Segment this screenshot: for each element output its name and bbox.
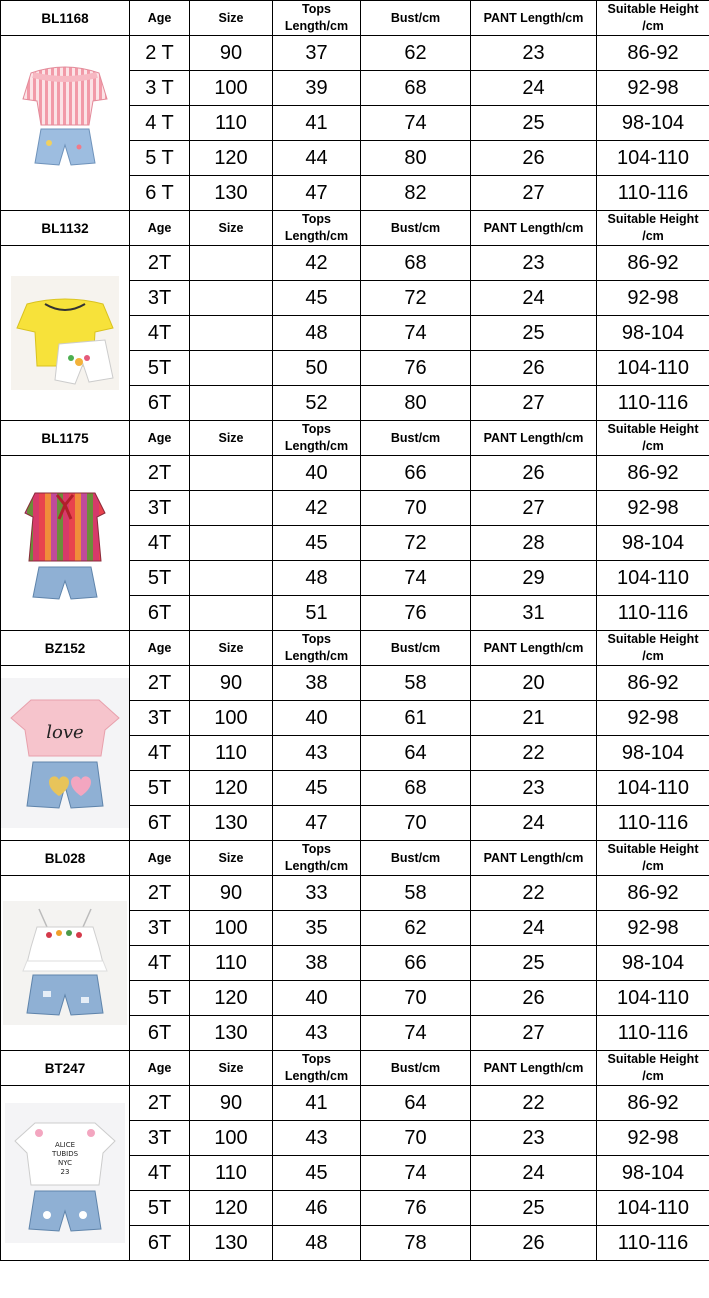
header-height-line2: /cm: [642, 229, 664, 243]
cell-tops-length: 48: [273, 316, 361, 351]
header-size: Size: [190, 211, 273, 246]
cell-age: 2T: [130, 876, 190, 911]
cell-bust: 72: [361, 526, 471, 561]
product-photo: [1, 456, 129, 630]
cell-age: 4T: [130, 526, 190, 561]
header-height-line1: Suitable Height: [607, 2, 699, 16]
cell-suitable-height: 98-104: [597, 1156, 709, 1191]
cell-bust: 72: [361, 281, 471, 316]
cell-suitable-height: 98-104: [597, 316, 709, 351]
cell-pant-length: 25: [471, 106, 597, 141]
cell-size: [190, 351, 273, 386]
cell-age: 4T: [130, 736, 190, 771]
cell-suitable-height: 86-92: [597, 1086, 709, 1121]
cell-size: 110: [190, 946, 273, 981]
cell-tops-length: 43: [273, 1121, 361, 1156]
header-tops-line1: Tops: [302, 842, 331, 856]
cell-pant-length: 23: [471, 36, 597, 71]
product-header-row: [1, 211, 709, 246]
cell-pant-length: 26: [471, 141, 597, 176]
cell-size: [190, 386, 273, 421]
cell-tops-length: 40: [273, 701, 361, 736]
cell-suitable-height: 86-92: [597, 876, 709, 911]
cell-tops-length: 45: [273, 771, 361, 806]
cell-suitable-height: 92-98: [597, 281, 709, 316]
cell-suitable-height: 110-116: [597, 1016, 709, 1051]
cell-tops-length: 38: [273, 946, 361, 981]
header-bust: Bust/cm: [361, 1, 471, 36]
cell-bust: 66: [361, 456, 471, 491]
pink-love-tee-with-heart-shorts-photo: [1, 678, 129, 828]
cell-size: 130: [190, 176, 273, 211]
cell-age: 6T: [130, 386, 190, 421]
header-age: Age: [130, 1, 190, 36]
cell-tops-length: 42: [273, 246, 361, 281]
header-size: Size: [190, 1, 273, 36]
header-height-line1: Suitable Height: [607, 1052, 699, 1066]
header-pant-length: PANT Length/cm: [471, 631, 597, 666]
cell-pant-length: 25: [471, 946, 597, 981]
cell-suitable-height: 86-92: [597, 456, 709, 491]
cell-suitable-height: 110-116: [597, 176, 709, 211]
header-pant-length: PANT Length/cm: [471, 1, 597, 36]
cell-pant-length: 23: [471, 1121, 597, 1156]
header-tops-line2: Length/cm: [284, 649, 349, 663]
header-size: Size: [190, 841, 273, 876]
header-height-line1: Suitable Height: [607, 842, 699, 856]
product-photo: [1, 666, 129, 840]
table-row: [1, 456, 709, 491]
header-bust: Bust/cm: [361, 1051, 471, 1086]
cell-suitable-height: 104-110: [597, 351, 709, 386]
cell-age: 4 T: [130, 106, 190, 141]
cell-suitable-height: 110-116: [597, 806, 709, 841]
cell-tops-length: 50: [273, 351, 361, 386]
header-age: Age: [130, 1051, 190, 1086]
cell-size: 90: [190, 666, 273, 701]
cell-bust: 74: [361, 316, 471, 351]
product-code: BZ152: [1, 631, 130, 666]
cell-size: [190, 281, 273, 316]
cell-suitable-height: 110-116: [597, 596, 709, 631]
cell-pant-length: 27: [471, 491, 597, 526]
product-photo-cell: [1, 246, 130, 421]
header-tops-length: [273, 421, 361, 456]
cell-suitable-height: 92-98: [597, 491, 709, 526]
cell-bust: 80: [361, 141, 471, 176]
header-height-line1: Suitable Height: [607, 422, 699, 436]
cell-tops-length: 33: [273, 876, 361, 911]
header-height-line2: /cm: [642, 439, 664, 453]
cell-bust: 70: [361, 491, 471, 526]
cell-pant-length: 24: [471, 281, 597, 316]
tee-print-line: NYC: [57, 1159, 73, 1167]
cell-age: 2T: [130, 456, 190, 491]
cell-tops-length: 47: [273, 806, 361, 841]
cell-bust: 70: [361, 1121, 471, 1156]
cell-pant-length: 26: [471, 1226, 597, 1261]
cell-size: 100: [190, 1121, 273, 1156]
cell-pant-length: 22: [471, 1086, 597, 1121]
cell-tops-length: 45: [273, 281, 361, 316]
header-suitable-height: [597, 841, 709, 876]
cell-tops-length: 52: [273, 386, 361, 421]
cell-tops-length: 41: [273, 106, 361, 141]
cell-suitable-height: 86-92: [597, 36, 709, 71]
yellow-top-with-white-shorts-photo: [9, 274, 121, 392]
cell-bust: 74: [361, 1156, 471, 1191]
header-height-line2: /cm: [642, 19, 664, 33]
cell-age: 5T: [130, 351, 190, 386]
header-age: Age: [130, 841, 190, 876]
table-row: [1, 666, 709, 701]
cell-age: 2T: [130, 666, 190, 701]
tee-print-line: ALICE: [54, 1141, 76, 1149]
cell-suitable-height: 98-104: [597, 526, 709, 561]
product-photo: [1, 36, 129, 210]
cell-age: 5T: [130, 981, 190, 1016]
cell-pant-length: 27: [471, 176, 597, 211]
cell-tops-length: 43: [273, 736, 361, 771]
cell-tops-length: 35: [273, 911, 361, 946]
cell-suitable-height: 92-98: [597, 911, 709, 946]
product-code: BT247: [1, 1051, 130, 1086]
header-suitable-height: [597, 1051, 709, 1086]
cell-bust: 62: [361, 911, 471, 946]
cell-pant-length: 24: [471, 911, 597, 946]
cell-age: 4T: [130, 1156, 190, 1191]
cell-suitable-height: 86-92: [597, 246, 709, 281]
cell-age: 6T: [130, 1226, 190, 1261]
header-tops-line2: Length/cm: [284, 439, 349, 453]
cell-size: 100: [190, 911, 273, 946]
cell-size: 100: [190, 71, 273, 106]
cell-bust: 58: [361, 666, 471, 701]
cell-tops-length: 45: [273, 1156, 361, 1191]
product-code: BL1175: [1, 421, 130, 456]
cell-tops-length: 43: [273, 1016, 361, 1051]
cell-pant-length: 22: [471, 876, 597, 911]
header-tops-length: [273, 1051, 361, 1086]
header-pant-length: PANT Length/cm: [471, 211, 597, 246]
cell-age: 6T: [130, 1016, 190, 1051]
cell-pant-length: 23: [471, 771, 597, 806]
tee-print-line: 23: [60, 1168, 70, 1176]
header-bust: Bust/cm: [361, 841, 471, 876]
header-tops-length: [273, 1, 361, 36]
cell-bust: 76: [361, 596, 471, 631]
cell-size: 130: [190, 806, 273, 841]
size-chart-body: [1, 1, 709, 1261]
header-age: Age: [130, 631, 190, 666]
cell-suitable-height: 98-104: [597, 106, 709, 141]
cell-age: 4T: [130, 946, 190, 981]
product-header-row: [1, 631, 709, 666]
product-photo-cell: [1, 456, 130, 631]
cell-size: 90: [190, 876, 273, 911]
love-print-text: love: [46, 722, 84, 743]
cell-suitable-height: 98-104: [597, 946, 709, 981]
product-code: BL1132: [1, 211, 130, 246]
cell-bust: 74: [361, 106, 471, 141]
cell-pant-length: 27: [471, 386, 597, 421]
cell-bust: 82: [361, 176, 471, 211]
cell-pant-length: 26: [471, 981, 597, 1016]
cell-tops-length: 44: [273, 141, 361, 176]
header-pant-length: PANT Length/cm: [471, 421, 597, 456]
cell-pant-length: 25: [471, 1191, 597, 1226]
cell-bust: 68: [361, 246, 471, 281]
cell-tops-length: 38: [273, 666, 361, 701]
cell-suitable-height: 92-98: [597, 71, 709, 106]
header-height-line1: Suitable Height: [607, 212, 699, 226]
cell-tops-length: 37: [273, 36, 361, 71]
cell-suitable-height: 92-98: [597, 1121, 709, 1156]
cell-tops-length: 40: [273, 456, 361, 491]
cell-tops-length: 42: [273, 491, 361, 526]
header-tops-length: [273, 211, 361, 246]
cell-age: 5 T: [130, 141, 190, 176]
header-height-line2: /cm: [642, 1069, 664, 1083]
cell-age: 6T: [130, 806, 190, 841]
cell-suitable-height: 110-116: [597, 386, 709, 421]
table-row: [1, 1086, 709, 1121]
cell-pant-length: 31: [471, 596, 597, 631]
cell-age: 3T: [130, 1121, 190, 1156]
cell-size: 90: [190, 36, 273, 71]
cell-size: 130: [190, 1016, 273, 1051]
header-tops-line2: Length/cm: [284, 229, 349, 243]
cell-size: 90: [190, 1086, 273, 1121]
cell-tops-length: 39: [273, 71, 361, 106]
cell-bust: 64: [361, 736, 471, 771]
product-header-row: [1, 1, 709, 36]
cell-bust: 68: [361, 771, 471, 806]
product-photo-cell: [1, 36, 130, 211]
cell-pant-length: 24: [471, 1156, 597, 1191]
pink-striped-top-with-denim-shorts-photo: [9, 53, 121, 193]
cell-size: [190, 596, 273, 631]
cell-size: 120: [190, 141, 273, 176]
rainbow-striped-top-with-denim-shorts-photo: [9, 473, 121, 613]
header-size: Size: [190, 631, 273, 666]
cell-pant-length: 21: [471, 701, 597, 736]
cell-tops-length: 47: [273, 176, 361, 211]
cell-age: 2T: [130, 1086, 190, 1121]
header-age: Age: [130, 211, 190, 246]
product-code: BL1168: [1, 1, 130, 36]
cell-pant-length: 24: [471, 806, 597, 841]
cell-bust: 58: [361, 876, 471, 911]
product-photo: [1, 246, 129, 420]
product-photo-cell: [1, 666, 130, 841]
cell-age: 5T: [130, 561, 190, 596]
cell-suitable-height: 104-110: [597, 1191, 709, 1226]
table-row: [1, 876, 709, 911]
white-embroidered-cami-with-denim-shorts-photo: [3, 901, 127, 1025]
header-tops-length: [273, 631, 361, 666]
header-size: Size: [190, 1051, 273, 1086]
cell-suitable-height: 104-110: [597, 981, 709, 1016]
table-row: [1, 246, 709, 281]
cell-bust: 70: [361, 981, 471, 1016]
header-tops-line1: Tops: [302, 212, 331, 226]
cell-size: 110: [190, 1156, 273, 1191]
header-tops-line1: Tops: [302, 1052, 331, 1066]
product-photo-cell: [1, 876, 130, 1051]
product-photo: [1, 876, 129, 1050]
header-suitable-height: [597, 1, 709, 36]
cell-size: [190, 316, 273, 351]
cell-age: 3T: [130, 281, 190, 316]
cell-bust: 74: [361, 1016, 471, 1051]
cell-size: 100: [190, 701, 273, 736]
product-photo: [1, 1086, 129, 1260]
header-tops-line1: Tops: [302, 632, 331, 646]
white-graphic-tee-with-denim-shorts-photo: [5, 1103, 125, 1243]
header-tops-length: [273, 841, 361, 876]
cell-suitable-height: 104-110: [597, 771, 709, 806]
cell-pant-length: 24: [471, 71, 597, 106]
cell-bust: 78: [361, 1226, 471, 1261]
product-photo-cell: [1, 1086, 130, 1261]
cell-size: 110: [190, 736, 273, 771]
cell-size: 110: [190, 106, 273, 141]
cell-size: [190, 491, 273, 526]
cell-size: [190, 246, 273, 281]
header-pant-length: PANT Length/cm: [471, 1051, 597, 1086]
header-size: Size: [190, 421, 273, 456]
header-height-line1: Suitable Height: [607, 632, 699, 646]
header-bust: Bust/cm: [361, 631, 471, 666]
cell-pant-length: 22: [471, 736, 597, 771]
header-suitable-height: [597, 421, 709, 456]
cell-suitable-height: 104-110: [597, 141, 709, 176]
cell-suitable-height: 86-92: [597, 666, 709, 701]
cell-pant-length: 27: [471, 1016, 597, 1051]
cell-suitable-height: 92-98: [597, 701, 709, 736]
cell-bust: 76: [361, 351, 471, 386]
cell-tops-length: 51: [273, 596, 361, 631]
cell-suitable-height: 98-104: [597, 736, 709, 771]
cell-pant-length: 26: [471, 456, 597, 491]
product-header-row: [1, 1051, 709, 1086]
cell-size: [190, 561, 273, 596]
header-pant-length: PANT Length/cm: [471, 841, 597, 876]
cell-pant-length: 20: [471, 666, 597, 701]
cell-age: 3T: [130, 491, 190, 526]
cell-tops-length: 48: [273, 561, 361, 596]
cell-age: 2T: [130, 246, 190, 281]
cell-size: 120: [190, 771, 273, 806]
cell-size: [190, 456, 273, 491]
cell-pant-length: 25: [471, 316, 597, 351]
cell-size: 120: [190, 1191, 273, 1226]
cell-bust: 80: [361, 386, 471, 421]
cell-bust: 64: [361, 1086, 471, 1121]
table-row: [1, 36, 709, 71]
header-bust: Bust/cm: [361, 211, 471, 246]
cell-bust: 70: [361, 806, 471, 841]
cell-suitable-height: 110-116: [597, 1226, 709, 1261]
cell-tops-length: 45: [273, 526, 361, 561]
cell-bust: 74: [361, 561, 471, 596]
cell-age: 5T: [130, 771, 190, 806]
cell-tops-length: 46: [273, 1191, 361, 1226]
header-tops-line1: Tops: [302, 422, 331, 436]
cell-tops-length: 41: [273, 1086, 361, 1121]
cell-tops-length: 48: [273, 1226, 361, 1261]
tee-print-line: TUBIDS: [51, 1150, 79, 1158]
header-height-line2: /cm: [642, 859, 664, 873]
cell-tops-length: 40: [273, 981, 361, 1016]
cell-pant-length: 28: [471, 526, 597, 561]
header-bust: Bust/cm: [361, 421, 471, 456]
cell-bust: 76: [361, 1191, 471, 1226]
cell-age: 6 T: [130, 176, 190, 211]
cell-age: 3 T: [130, 71, 190, 106]
cell-size: 120: [190, 981, 273, 1016]
header-height-line2: /cm: [642, 649, 664, 663]
header-suitable-height: [597, 211, 709, 246]
cell-bust: 62: [361, 36, 471, 71]
cell-pant-length: 23: [471, 246, 597, 281]
cell-size: [190, 526, 273, 561]
cell-pant-length: 26: [471, 351, 597, 386]
cell-age: 6T: [130, 596, 190, 631]
header-tops-line2: Length/cm: [284, 859, 349, 873]
cell-size: 130: [190, 1226, 273, 1261]
cell-bust: 66: [361, 946, 471, 981]
header-tops-line2: Length/cm: [284, 19, 349, 33]
cell-suitable-height: 104-110: [597, 561, 709, 596]
header-suitable-height: [597, 631, 709, 666]
cell-age: 2 T: [130, 36, 190, 71]
header-age: Age: [130, 421, 190, 456]
cell-bust: 61: [361, 701, 471, 736]
cell-age: 3T: [130, 911, 190, 946]
cell-age: 3T: [130, 701, 190, 736]
cell-pant-length: 29: [471, 561, 597, 596]
product-header-row: [1, 841, 709, 876]
cell-bust: 68: [361, 71, 471, 106]
cell-age: 5T: [130, 1191, 190, 1226]
product-code: BL028: [1, 841, 130, 876]
header-tops-line2: Length/cm: [284, 1069, 349, 1083]
product-header-row: [1, 421, 709, 456]
cell-age: 4T: [130, 316, 190, 351]
header-tops-line1: Tops: [302, 2, 331, 16]
